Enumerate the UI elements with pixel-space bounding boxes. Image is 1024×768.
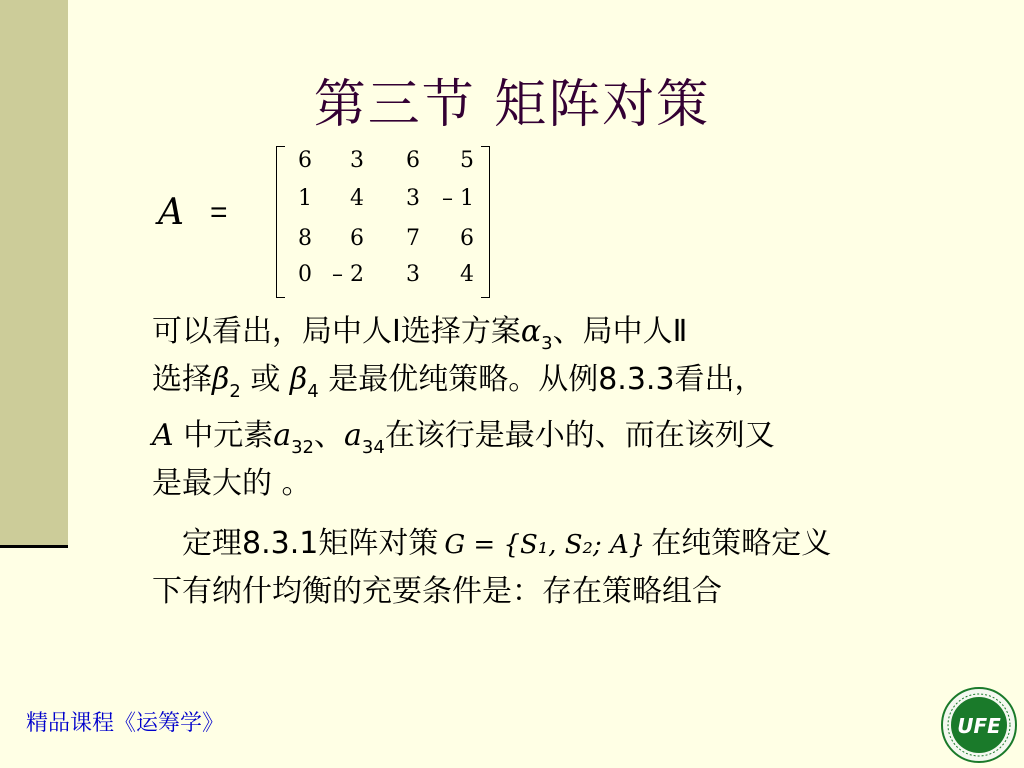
text-span: 定理8.3.1矩阵对策 xyxy=(182,526,439,561)
text-span: 或 xyxy=(240,362,290,397)
matrix-cell: – 1 xyxy=(442,186,474,211)
matrix-cell: 4 xyxy=(350,186,364,211)
alpha-symbol: α xyxy=(520,314,542,349)
matrix-row xyxy=(286,148,480,178)
para1-line4: 是最大的 。 xyxy=(152,466,312,501)
element-symbol: a xyxy=(344,418,362,453)
alpha-subscript: 3 xyxy=(541,333,553,354)
logo-text: UFE xyxy=(957,714,1001,738)
para2-line2: 下有纳什均衡的充要条件是：存在策略组合 xyxy=(152,574,722,609)
matrix-cell: 1 xyxy=(298,186,312,211)
para1-line2 xyxy=(152,354,765,402)
matrix-cell: 6 xyxy=(350,226,364,251)
para2-line1 xyxy=(182,518,831,562)
element-symbol: a xyxy=(273,418,292,453)
matrix-cell: 3 xyxy=(406,262,420,287)
matrix-cell: 5 xyxy=(460,148,474,173)
matrix-cell: – 2 xyxy=(332,262,364,287)
side-divider xyxy=(0,545,68,548)
game-formula: G = {S₁, S₂; A} xyxy=(444,530,646,560)
matrix-row xyxy=(286,226,480,256)
matrix-right-bracket xyxy=(481,146,490,298)
matrix-cell: 8 xyxy=(298,226,312,251)
matrix-lhs: A xyxy=(158,192,184,233)
text-span: 是最优纯策略。从例8.3.3看出， xyxy=(318,362,765,397)
matrix-cell: 0 xyxy=(298,262,312,287)
text-span: 中元素 xyxy=(173,418,274,453)
slide-title: 第三节 矩阵对策 xyxy=(313,75,711,135)
matrix-cell: 6 xyxy=(460,226,474,251)
beta-symbol: β xyxy=(212,362,230,397)
matrix-row xyxy=(286,186,480,216)
beta-subscript: 2 xyxy=(229,381,241,402)
element-subscript: 32 xyxy=(291,437,315,458)
para1-line1 xyxy=(152,306,687,354)
text-span: 选择 xyxy=(152,362,212,397)
text-span: 、局中人Ⅱ xyxy=(552,314,688,349)
matrix-cell: 3 xyxy=(350,148,364,173)
matrix-cell: 3 xyxy=(406,186,420,211)
matrix-symbol: A xyxy=(152,418,174,453)
matrix-cell: 7 xyxy=(406,226,420,251)
course-footer: 精品课程《运筹学》 xyxy=(26,711,225,736)
matrix-cell: 6 xyxy=(298,148,312,173)
beta-symbol: β xyxy=(289,362,308,397)
matrix-cell: 6 xyxy=(406,148,420,173)
payoff-matrix xyxy=(276,146,490,296)
text-span: 可以看出，局中人Ⅰ选择方案 xyxy=(152,314,521,349)
text-span: 在该行是最小的、而在该列又 xyxy=(384,418,775,453)
beta-subscript: 4 xyxy=(307,381,319,402)
text-span: 在纯策略定义 xyxy=(651,526,832,561)
matrix-row xyxy=(286,262,480,292)
element-subscript: 34 xyxy=(361,437,385,458)
para1-line3 xyxy=(152,410,775,458)
matrix-cell: 4 xyxy=(460,262,474,287)
university-logo xyxy=(940,686,1018,764)
text-span: 、 xyxy=(314,418,345,453)
matrix-equals: = xyxy=(210,196,228,229)
